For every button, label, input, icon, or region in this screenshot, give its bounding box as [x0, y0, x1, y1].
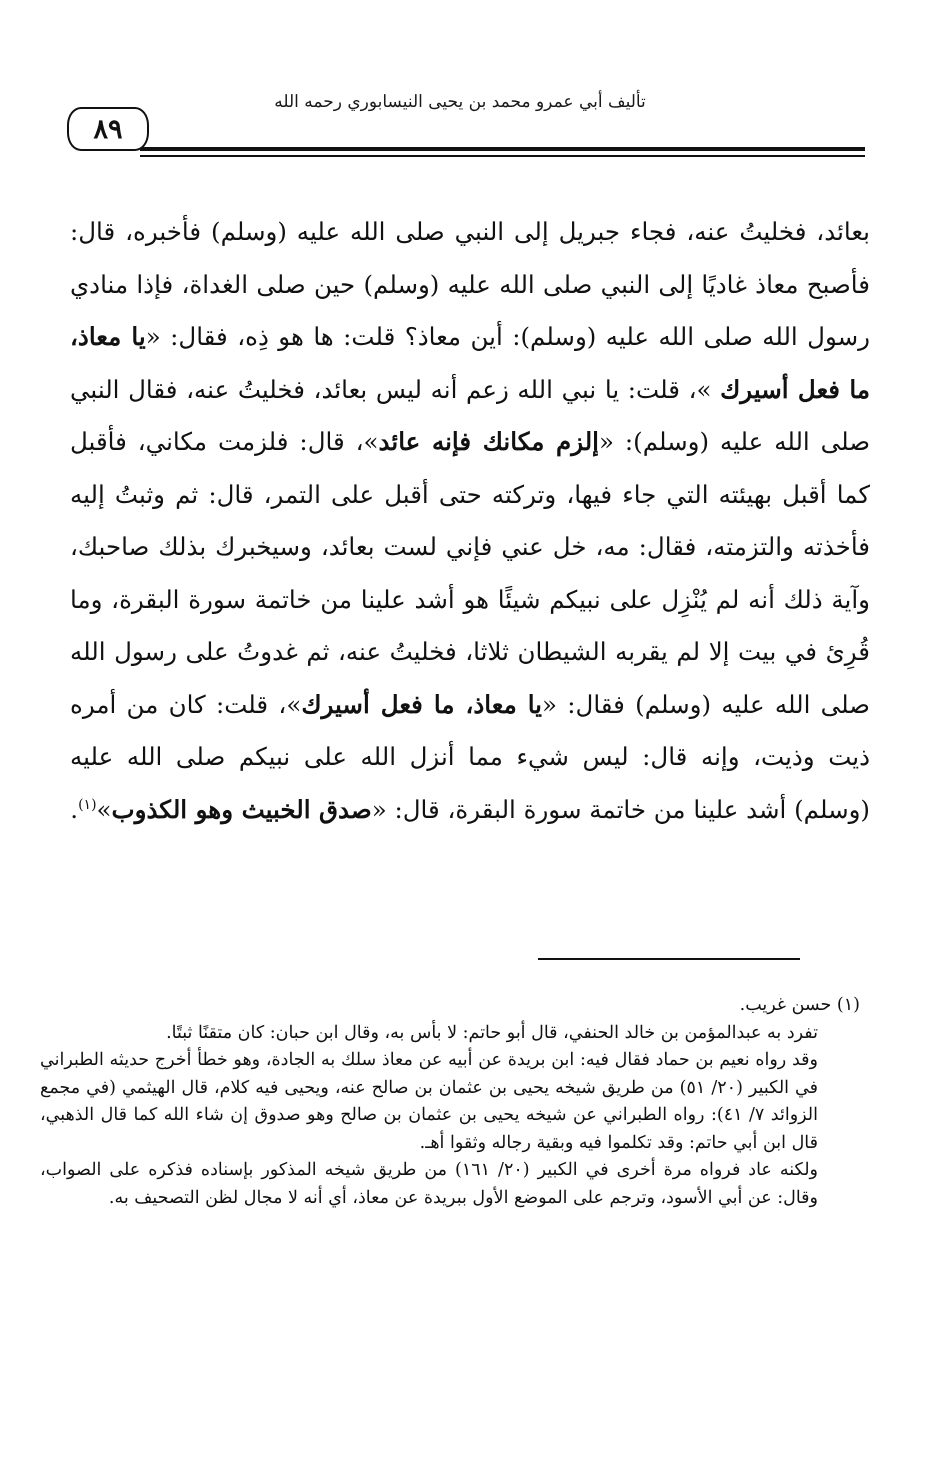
hadith-body-text [70, 206, 870, 836]
footnote-paragraph: تفرد به عبدالمؤمن بن خالد الحنفي، قال أبو حاتم: لا بأس به، وقال ابن حبان: كان متقنًا ثبتًا. [166, 1022, 818, 1043]
page-number: ٨٩ [67, 107, 149, 151]
header-rule-thin [140, 155, 865, 157]
body-text-segment: »، قلت: يا نبي الله زعم أنه ليس بعائد، فخليتُ عنه، فقال النبي صلى الله عليه (وسلم): « [70, 374, 871, 456]
footnote-divider [538, 958, 800, 960]
body-text-segment: »، قال: فلزمت مكاني، فأقبل كما أقبل بهيئته التي جاء فيها، وتركته حتى أقبل على التمر، قال: ثم وثبتُ إليه فأخذته والتزمته، فقال: مه، خل عني فإني لست بعائد، وسيخبرك بذلك صاحبك، وآية ذلك أنه لم يُنْزِل على نبيكم شيئًا هو أشد علينا من خاتمة سورة البقرة، وما قُرِئ في بيت إلا لم يقربه الشيطان ثلاثا، فخليتُ عنه، ثم غدوتُ على رسول الله صلى الله عليه (وسلم) فقال: « [70, 427, 870, 719]
footnote-reference: (١) [78, 796, 97, 813]
header-rule-thick [140, 147, 865, 151]
footnote-heading: (١) حسن غريب. [739, 995, 860, 1015]
bold-quote: يا معاذ، ما فعل أسيرك [301, 689, 542, 719]
bold-quote: يا معاذ، ما فعل أسيرك [70, 322, 870, 404]
footnotes-section [40, 992, 860, 1212]
body-text-end: . [70, 794, 79, 824]
footnote-paragraph: وقد رواه نعيم بن حماد فقال فيه: ابن بريدة عن أبيه عن معاذ سلك به الجادة، وهو خطأ أخرج حديثه الطبراني في الكبير (٢٠/ ٥١) من طريق شيخه يحيى بن عثمان بن صالح عنه، ويحيى فيه كلام، قال الهيثمي (في مجمع الزوائد ٧/ ٤١): رواه الطبراني عن شيخه يحيى بن عثمان بن صالح وهو صدوق إن شاء الله كما قال الذهبي، قال ابن أبي حاتم: وقد تكلموا فيه وبقية رجاله وثقوا أهـ. [40, 1050, 819, 1153]
bold-quote: إلزم مكانك فإنه عائد [378, 427, 599, 456]
bold-quote: صدق الخبيث وهو الكذوب [111, 794, 372, 824]
footnote-paragraph: ولكنه عاد فرواه مرة أخرى في الكبير (٢٠/ ١٦١) من طريق شيخه المذكور بإسناده فذكره على الصواب، وقال: عن أبي الأسود، وترجم على الموضع الأول ببريدة عن معاذ، أي أنه لا مجال لظن التصحيف به. [40, 1160, 818, 1208]
running-header-title: تأليف أبي عمرو محمد بن يحيى النيسابوري رحمه الله [274, 92, 646, 112]
body-text-segment: بعائد، فخليتُ عنه، فجاء جبريل إلى النبي صلى الله عليه (وسلم) فأخبره، قال: فأصبح معاذ غاديًا إلى النبي صلى الله عليه (وسلم) حين صلى الغداة، فإذا منادي رسول الله صلى الله عليه (وسلم): أين معاذ؟ قلت: ها هو ذِه، فقال: « [70, 217, 871, 351]
body-text-segment: » [96, 794, 112, 824]
body-text-segment: »، قلت: كان من أمره ذيت وذيت، وإنه قال: ليس شيء مما أنزل الله على نبيكم صلى الله عليه (وسلم) أشد علينا من خاتمة سورة البقرة، قال: « [70, 689, 870, 824]
